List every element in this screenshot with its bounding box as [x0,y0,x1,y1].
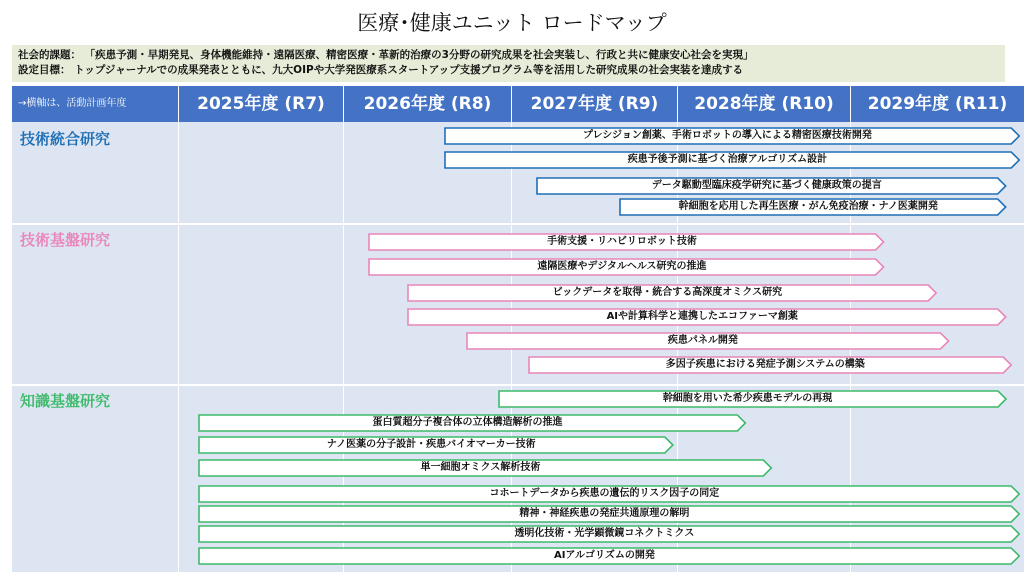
grid-divider [178,122,179,572]
section-divider [12,384,1024,386]
roadmap-bar [407,308,1007,326]
roadmap-bar-label: 透明化技術・光学顕微鏡コネクトミクス [514,528,695,539]
roadmap-bar-label: 多因子疾患における発症予測システムの構築 [665,359,865,370]
year-header-2025: 2025年度 (R7) [178,86,343,122]
section-divider [12,223,1024,225]
roadmap-bar [198,459,772,477]
roadmap-bar-label: AIアルゴリズムの開発 [553,550,655,561]
roadmap-bar [198,547,1020,565]
roadmap-bar [198,414,746,432]
page-title: 医療･健康ユニット ロードマップ [357,11,667,35]
roadmap-bar-label: 蛋白質超分子複合体の立体構造解析の推進 [372,417,563,428]
roadmap-bar-label: AIや計算科学と連携したエコファーマ創薬 [606,311,798,322]
section-title-integration: 技術統合研究 [20,130,111,148]
roadmap-bar-label: 幹細胞を応用した再生医療・がん免疫治療・ナノ医薬開発 [678,201,938,212]
roadmap-bar [466,332,950,350]
roadmap-bar-label: 遠隔医療やデジタルヘルス研究の推進 [537,261,707,272]
roadmap-bar-label: ナノ医薬の分子設計・疾患バイオマーカー技術 [326,439,536,450]
roadmap-bar [536,177,1007,195]
roadmap-bar [368,233,885,251]
roadmap-bar-label: 疾患パネル開発 [667,335,738,346]
year-header-2029: 2029年度 (R11) [850,86,1024,122]
roadmap-bar-label: 幹細胞を用いた希少疾患モデルの再現 [662,393,833,404]
section-title-foundation: 技術基盤研究 [20,231,111,249]
section-title-knowledge: 知識基盤研究 [20,392,111,410]
roadmap-bar [407,284,937,302]
axis-note: →横軸は、活動計画年度 [18,98,127,109]
social-issue-text: 社会的課題： 「疾患予測・早期発見、身体機能維持・遠隔医療、精密医療・革新的治療の3分野の研究成果を社会実装し、行政と共に健康安心社会を実現」 [18,49,754,61]
target-goal-text: 設定目標： トップジャーナルでの成果発表とともに、九大OIPや大学発医療系スタートアップ支援プログラム等を活用した研究成果の社会実装を達成する [18,64,744,76]
timeline-header [12,86,1024,122]
roadmap-bar [528,356,1012,374]
roadmap-bar-label: コホートデータから疾患の遺伝的リスク因子の同定 [489,488,720,499]
year-header-2026: 2026年度 (R8) [343,86,511,122]
roadmap-bar-label: 精神・神経疾患の発症共通原理の解明 [519,508,690,519]
roadmap-bar-label: 単一細胞オミクス解析技術 [420,462,541,473]
roadmap-bar [619,198,1007,216]
roadmap-bar [368,258,885,276]
roadmap-bar [444,127,1020,145]
roadmap-bar-label: 疾患予後予測に基づく治療アルゴリズム設計 [627,154,828,165]
roadmap-bar [498,390,1007,408]
year-header-2028: 2028年度 (R10) [677,86,850,122]
goals-box [12,45,1005,82]
roadmap-bar [198,485,1020,503]
roadmap-bar-label: 手術支援・リハビリロボット技術 [547,236,697,247]
roadmap-bar [198,505,1020,523]
roadmap-bar [198,525,1020,543]
roadmap-bar [444,151,1020,169]
year-header-2027: 2027年度 (R9) [511,86,677,122]
roadmap-bar-label: データ駆動型臨床疫学研究に基づく健康政策の提言 [651,180,882,191]
roadmap-bar-label: プレシジョン創薬、手術ロボットの導入による精密医療技術開発 [582,130,872,141]
roadmap-bar [198,436,674,454]
roadmap-bar-label: ビックデータを取得・統合する高深度オミクス研究 [552,287,783,298]
